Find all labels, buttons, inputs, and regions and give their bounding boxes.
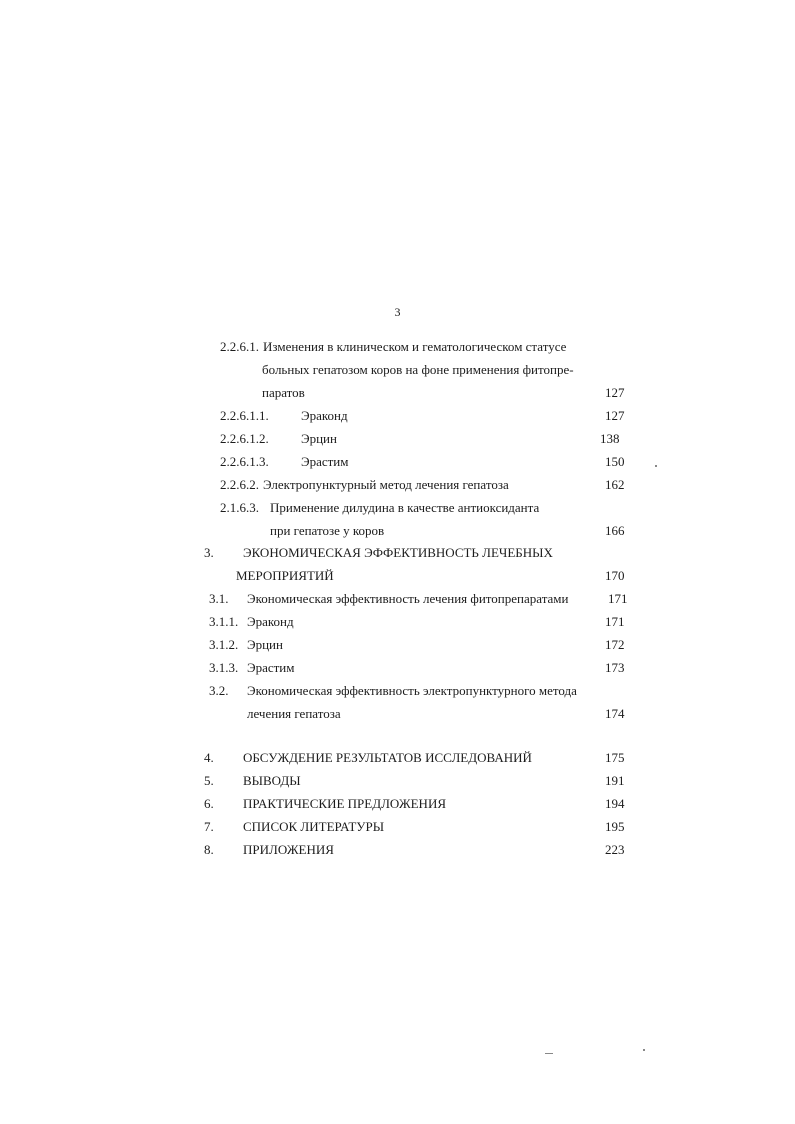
toc-entry-page: 174 <box>605 706 625 721</box>
toc-entry-title: Эрцин <box>247 637 283 652</box>
toc-entry-page: 138 <box>600 431 620 446</box>
toc-entry-number: 3.1.3. <box>209 660 239 675</box>
toc-entry-number: 3.2. <box>209 683 229 698</box>
toc-entry-title: Электропунктурный метод лечения гепатоза <box>263 477 509 492</box>
toc-entry-title: ВЫВОДЫ <box>243 773 301 788</box>
toc-entry-title-continuation: МЕРОПРИЯТИЙ <box>236 568 334 583</box>
toc-entry-title: ПРИЛОЖЕНИЯ <box>243 842 334 857</box>
toc-entry-number: 3.1.1. <box>209 614 239 629</box>
toc-entry-number: 3. <box>204 545 214 560</box>
toc-entry-number: 2.2.6.1.2. <box>220 431 269 446</box>
toc-entry-number: 2.1.6.3. <box>220 500 259 515</box>
toc-entry-page: 175 <box>605 750 625 765</box>
toc-entry-title: Применение дилудина в качестве антиоксиданта <box>270 500 540 515</box>
scan-speck <box>655 465 657 467</box>
toc-entry-page: 171 <box>608 591 628 606</box>
toc-entry-title: Эрцин <box>301 431 337 446</box>
toc-entry-number: 2.2.6.1.1. <box>220 408 269 423</box>
toc-entry-title: ЭКОНОМИЧЕСКАЯ ЭФФЕКТИВНОСТЬ ЛЕЧЕБНЫХ <box>243 545 553 560</box>
toc-entry-number: 7. <box>204 819 214 834</box>
scan-speck <box>545 1053 553 1054</box>
toc-entry-page: 223 <box>605 842 625 857</box>
toc-entry-page: 166 <box>605 523 625 538</box>
toc-entry-page: 173 <box>605 660 625 675</box>
toc-entry-title: ПРАКТИЧЕСКИЕ ПРЕДЛОЖЕНИЯ <box>243 796 446 811</box>
toc-entry-page: 172 <box>605 637 625 652</box>
toc-entry-page: 127 <box>605 385 625 400</box>
toc-entry-title: Экономическая эффективность лечения фитопрепаратами <box>247 591 569 606</box>
toc-entry-title: Изменения в клиническом и гематологическом статусе <box>263 339 567 354</box>
toc-entry-number: 8. <box>204 842 214 857</box>
toc-entry-title: Эрастим <box>301 454 349 469</box>
toc-entry-number: 4. <box>204 750 214 765</box>
toc-entry-title-continuation: лечения гепатоза <box>247 706 341 721</box>
toc-entry-title: СПИСОК ЛИТЕРАТУРЫ <box>243 819 385 834</box>
toc-entry-title-continuation: при гепатозе у коров <box>270 523 385 538</box>
toc-entry-page: 195 <box>605 819 625 834</box>
toc-entry-number: 3.1.2. <box>209 637 239 652</box>
toc-entry-number: 2.2.6.1.3. <box>220 454 269 469</box>
toc-entry-title: Экономическая эффективность электропунктурного метода <box>247 683 577 698</box>
toc-entry-page: 171 <box>605 614 625 629</box>
toc-entry-number: 3.1. <box>209 591 229 606</box>
toc-entry-page: 127 <box>605 408 625 423</box>
toc-entry-number: 5. <box>204 773 214 788</box>
toc-entry-title: Эраконд <box>301 408 348 423</box>
toc-entry-page: 170 <box>605 568 625 583</box>
toc-entry-title: Эрастим <box>247 660 295 675</box>
toc-entry-number: 2.2.6.2. <box>220 477 259 492</box>
toc-entry-number: 2.2.6.1. <box>220 339 259 354</box>
toc-entry-title-continuation: больных гепатозом коров на фоне применения фитопре- <box>262 362 574 377</box>
scan-speck <box>643 1049 645 1051</box>
toc-entry-page: 162 <box>605 477 625 492</box>
page-number: 3 <box>394 305 401 319</box>
toc-entry-title: ОБСУЖДЕНИЕ РЕЗУЛЬТАТОВ ИССЛЕДОВАНИЙ <box>243 750 532 765</box>
toc-entry-title: Эраконд <box>247 614 294 629</box>
toc-entry-number: 6. <box>204 796 214 811</box>
toc-entry-page: 194 <box>605 796 625 811</box>
toc-entry-page: 191 <box>605 773 625 788</box>
toc-entry-page: 150 <box>605 454 625 469</box>
toc-entry-title-continuation: паратов <box>262 385 305 400</box>
